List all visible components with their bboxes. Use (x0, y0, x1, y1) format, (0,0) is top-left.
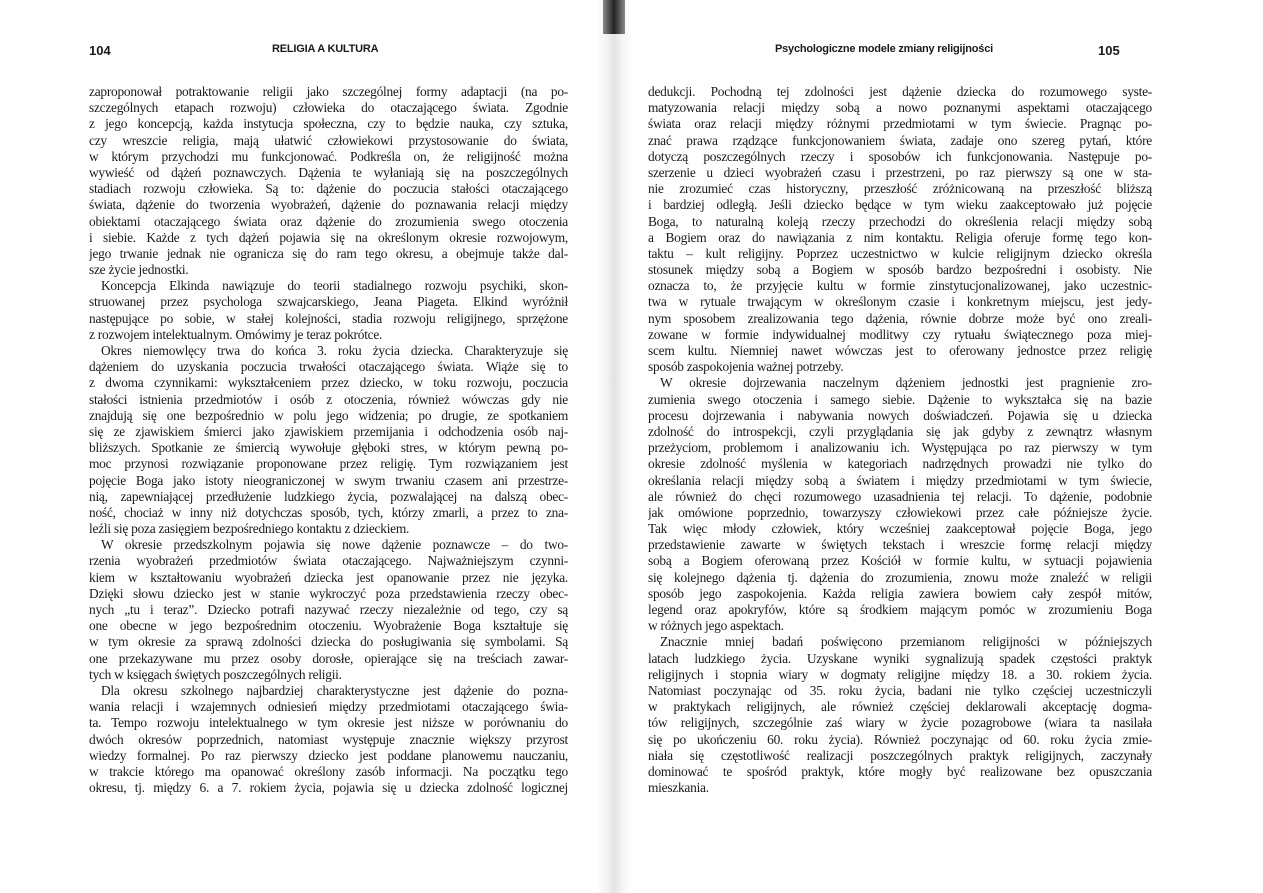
text-line: się kolejnego dążenia tj. dążenia do zrozumienia, znowu może znaleźć w religii (648, 569, 1152, 585)
text-line: stałości istnienia przedmiotów i osób z otoczenia, również wówczas gdy nie (89, 391, 568, 407)
text-line: nym sposobem zrealizowania tego dążenia, równie dobrze może być ono zreali- (648, 310, 1152, 326)
text-line: kiem w kształtowaniu wyobrażeń dziecka jest opanowanie przez nie języka. (89, 569, 568, 585)
text-line: w tym okresie za sprawą zdolności dziecka do posługiwania się symbolami. Są (89, 634, 568, 650)
text-line: dedukcji. Pochodną tej zdolności jest dążenie dziecka do rozumowego syste- (648, 84, 1152, 99)
text-line: struowanej przez psychologa szwajcarskiego, Jeana Piageta. Elkind wyróżnił (89, 294, 568, 310)
text-line: Tak więc młody człowiek, który wcześniej zaakceptował pojęcie Boga, jego (648, 521, 1152, 537)
text-line: latach ludzkiego życia. Uzyskane wyniki sygnalizują spadek częstości praktyk (648, 650, 1152, 666)
text-line: sposób zaspokojenia ważnej potrzeby. (648, 359, 844, 375)
text-line: ale również do chęci rozumowego uzasadnienia tej relacji. To dążenie, podobnie (648, 488, 1152, 504)
text-line: przedstawienie zawarte w świętych tekstach i wreszcie formę relacji między (648, 537, 1152, 553)
text-line: legend oraz apokryfów, które są środkiem mającym pomóc w zrozumieniu Boga (648, 602, 1152, 617)
running-head: RELIGIA A KULTURA (272, 43, 379, 55)
text-line: taktu – kult religijny. Poprzez uczestnictwo w kulcie religijnym dziecko określa (648, 245, 1152, 261)
text-line: dominować te spośród praktyk, które mogły być realizowane bez opuszczania (648, 763, 1152, 779)
text-line: religijnych i stopnia wiary w dogmaty religijne między 18. a 30. rokiem życia. (648, 666, 1152, 682)
text-line: przeżyciom, problemom i analizowaniu ich. Występująca po raz pierwszy w tym (648, 440, 1152, 456)
text-line: leźli się poza zasięgiem bezpośredniego kontaktu z dzieckiem. (89, 521, 410, 537)
text-line: z dwoma czynnikami: wykształceniem przez dziecko, w toku rozwoju, poczucia (89, 375, 568, 391)
text-line: pojęcie Boga jako istoty nieograniczonej w swym trwaniu czasem ani przestrze- (89, 472, 568, 488)
text-line: i siebie. Każde z tych dążeń pojawia się na określonym okresie rozwojowym, (89, 229, 568, 245)
text-line: W okresie przedszkolnym pojawia się nowe dążenie poznawcze – do two- (101, 537, 568, 553)
text-line: i bardziej odległą. Jeśli dziecko będące w tym wieku zaakceptowało już pojęcie (648, 197, 1152, 213)
text-line: świata, dążenie do tworzenia wyobrażeń, dążenie do poznawania relacji między (89, 197, 568, 213)
text-line: dążeniem do uzyskania poczucia trwałości otaczającego świata. Wiąże się to (89, 359, 568, 375)
text-line: ność, chociaż w inny niż dotychczas sposób, tych, którzy zmarli, a przez to zna- (89, 504, 568, 520)
text-line: zumienia swego otoczenia i samego siebie. Dążenie to wykształca się na bazie (648, 391, 1152, 407)
text-line: jego trwanie jednak nie ogranicza się do ram tego okresu, a obejmuje także dal- (89, 245, 568, 261)
text-line: nie zrozumieć czas historyczny, przeszłość zróżnicowaną na przeszłość bliższą (648, 181, 1152, 197)
page-body (89, 84, 568, 796)
text-line: dotyczą poszczególnych rzeczy i sposobów ich funkcjonowania. Następuje po- (648, 148, 1152, 164)
text-line: jak omówione poprzednio, towarzyszy człowiekowi przez całe późniejsze życie. (648, 504, 1152, 520)
text-line: niała się częstotliwość realizacji poszczególnych praktyk religijnych, zaczynały (648, 747, 1152, 763)
text-line: obiektami otaczającego świata oraz dążenie do zrozumienia swego otoczenia (89, 213, 568, 229)
text-line: scem kultu. Niemniej nawet wówczas jest to oferowany jednostce przez religię (648, 343, 1152, 358)
text-line: następujące po sobie, w stałej kolejności, stadia rozwoju religijnego, sprzężone (89, 310, 568, 326)
text-line: twa w rytuale trwającym w określonym czasie i konkretnym miejscu, jest jedy- (648, 294, 1152, 310)
text-line: w którym przychodzi mu funkcjonować. Podkreśla on, że religijność można (89, 148, 568, 164)
text-line: sposób jego zaspokojenia. Każda religia zawiera bowiem cały zespół mitów, (648, 585, 1152, 601)
text-line: rzenia wyobrażeń przedmiotów świata otaczającego. Najważniejszym czynni- (89, 553, 568, 569)
text-line: określania relacji między sobą a światem i między przedmiotami w tym świecie, (648, 472, 1152, 488)
text-line: Natomiast poczynając od 35. roku życia, badani nie tylko częściej uczestniczyli (648, 682, 1152, 698)
text-line: mieszkania. (648, 780, 709, 796)
text-line: a Bogiem oraz do nawiązania z nim kontaktu. Religia oferuje formę tego kon- (648, 229, 1152, 245)
text-line: szerzenie u dzieci wyobrażeń czasu i przestrzeni, po raz pierwszy są one w sta- (648, 164, 1152, 180)
running-head: Psychologiczne modele zmiany religijności (775, 43, 993, 55)
text-line: W okresie dojrzewania naczelnym dążeniem jednostki jest pragnienie zro- (660, 375, 1152, 391)
text-line: nych „tu i teraz”. Dziecko potrafi nazywać rzeczy niezależnie od tego, czy są (89, 602, 568, 617)
text-line: Boga, to naturalną koleją rzeczy przechodzi do określenia relacji między sobą (648, 213, 1152, 229)
text-line: ta. Tempo rozwoju intelektualnego w tym okresie jest niższe w porównaniu do (89, 715, 568, 731)
text-line: Koncepcja Elkinda nawiązuje do teorii stadialnego rozwoju psychiki, skon- (101, 278, 568, 294)
text-line: sobą a Bogiem oferowaną przez Kościół w formie kultu, w sytuacji pojawienia (648, 553, 1152, 569)
text-line: się po ukończeniu 60. roku życia). Również poczynając od 60. roku życia zmie- (648, 731, 1152, 747)
text-line: szczególnych etapach rozwoju) człowieka do otaczającego świata. Zgodnie (89, 100, 568, 116)
text-line: Dla okresu szkolnego najbardziej charakterystyczne jest dążenie do pozna- (101, 682, 568, 698)
text-line: się ze zjawiskiem śmierci jako zjawiskiem przemijania i odchodzenia osób naj- (89, 423, 568, 439)
page-number: 104 (89, 43, 111, 58)
text-line: one obecne w jego bezpośrednim otoczeniu. Wyobrażenie Boga kształtuje się (89, 618, 568, 634)
text-line: wiedzy formalnej. Po raz pierwszy dziecko jest poddane planowemu nauczaniu, (89, 747, 568, 763)
text-line: z jego koncepcją, każda instytucja społeczna, czy to będzie nauka, czy sztuka, (89, 116, 568, 132)
text-line: oznacza to, że przyjęcie kultu w formie zinstytucjonalizowanej, jako uczestnic- (648, 278, 1152, 294)
text-line: matyzowania relacji między sobą a nowo poznanymi aspektami otaczającego (648, 100, 1152, 116)
text-line: Dzięki słowu dziecko jest w stanie wykroczyć poza przedstawienia rzeczy obec- (89, 585, 568, 601)
text-line: zaproponował potraktowanie religii jako szczególnej formy adaptacji (na po- (89, 84, 568, 99)
text-line: okresu, tj. między 6. a 7. rokiem życia, pojawia się u dziecka zdolność logicznej (89, 780, 568, 796)
text-line: okresie zdolność myślenia w kategoriach nadrzędnych prowadzi nie tylko do (648, 456, 1152, 472)
text-line: wania relacji i wzajemnych odniesień między przedmiotami otaczającego świa- (89, 699, 568, 715)
text-line: w różnych jego aspektach. (648, 618, 784, 634)
text-line: stadiach rozwoju człowieka. Są to: dążenie do poczucia stałości otaczającego (89, 181, 568, 197)
text-line: tów religijnych, szczególnie zaś wiary w życie pozagrobowe (wiara ta nasilała (648, 715, 1152, 731)
text-line: dwóch okresów poprzednich, natomiast występuje znacznie większy przyrost (89, 731, 568, 747)
text-line: Znacznie mniej badań poświęcono przemianom religijności w późniejszych (660, 634, 1152, 650)
text-line: Okres niemowlęcy trwa do końca 3. roku życia dziecka. Charakteryzuje się (101, 343, 568, 358)
text-line: stosunek między sobą a Bogiem w sposób bardzo bezpośredni i osobisty. Nie (648, 262, 1152, 278)
text-line: świata oraz relacji między różnymi przedmiotami w tym świecie. Pragnąc po- (648, 116, 1152, 132)
text-line: w trakcie którego ma opanować określony zasób informacji. Na początku tego (89, 763, 568, 779)
left-page (0, 0, 620, 893)
page-body (648, 84, 1152, 796)
text-line: bliższych. Spotkanie ze śmiercią wywołuje głęboki stres, w którym pewną po- (89, 440, 568, 456)
text-line: zdolność do introspekcji, czyli przyglądania się jak gdyby z zewnątrz własnym (648, 423, 1152, 439)
text-line: zowane w formie indywidualnej modlitwy czy rytuału świątecznego poza miej- (648, 326, 1152, 342)
text-line: nią, zapewniającej przedłużenie ludzkiego życia, pozwalającej na dalszą obec- (89, 488, 568, 504)
text-line: moc przynosi rozwiązanie proponowane przez religię. Tym rozwiązaniem jest (89, 456, 568, 472)
text-line: wywieść od dążeń poznawczych. Dążenia te wyłaniają się na poszczególnych (89, 164, 568, 180)
page-number: 105 (1098, 43, 1120, 58)
text-line: czy wreszcie religia, mają ułatwić człowiekowi przystosowanie do świata, (89, 132, 568, 148)
right-page (622, 0, 1263, 893)
text-line: sze życie jednostki. (89, 262, 189, 278)
text-line: one przekazywane mu przez osoby dorosłe, opierające się na treściach zawar- (89, 650, 568, 666)
text-line: znać prawa rządzące funkcjonowaniem świata, zadaje ono szereg pytań, które (648, 132, 1152, 148)
text-line: znajdują się one bezpośrednio w polu jego widzenia; po drugie, ze spotkaniem (89, 407, 568, 423)
text-line: w praktykach religijnych, ale również częściej deklarowali akceptację dogma- (648, 699, 1152, 715)
text-line: z rozwojem intelektualnym. Omówimy je teraz pokrótce. (89, 326, 383, 342)
text-line: procesu dojrzewania i nabywania nowych doświadczeń. Pojawia się u dziecka (648, 407, 1152, 423)
text-line: tych w księgach świętych poszczególnych religii. (89, 666, 342, 682)
